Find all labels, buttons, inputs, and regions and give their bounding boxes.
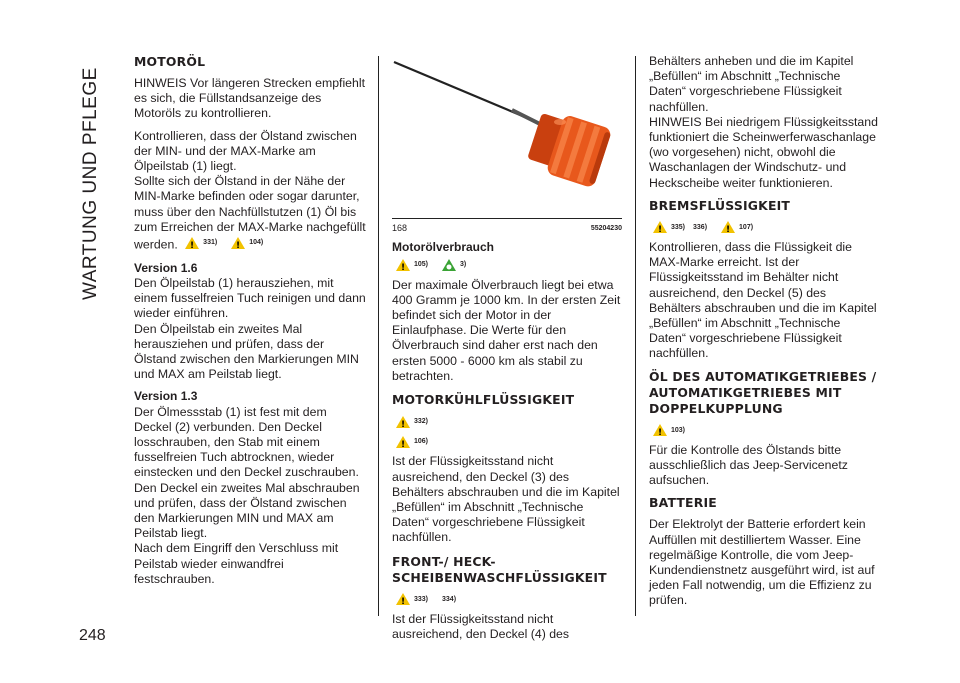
paragraph: Ist der Flüssigkeitsstand nicht ausreichend, den Deckel (4) des	[392, 611, 570, 642]
warning-refs	[396, 257, 622, 272]
paragraph: Ist der Flüssigkeitsstand nicht ausreichend, den Deckel (3) des Behälters abschrauben und die im Kapitel „Befüllen“ im Abschnitt „Technische Daten“ vorgeschriebene Flüssigkeit nachfüllen.	[392, 454, 620, 545]
column-middle	[392, 56, 622, 649]
svg-text:!: !	[400, 263, 406, 271]
paragraph: HINWEIS Bei niedrigem Flüssigkeitsstand funktioniert die Scheinwerferwaschanlage (wo vorgesehen) nicht, obwohl die Waschanlagen der Windschutz- und Heckscheibe weiter funktionieren.	[649, 114, 878, 190]
figure-caption	[392, 218, 622, 236]
figure-number: 168	[392, 223, 408, 233]
paragraph: Den Ölpeilstab ein zweites Mal herausziehen und prüfen, dass der Ölstand zwischen den Markierungen MIN und MAX am Peilstab liegt.	[134, 321, 359, 382]
heading-washer-fluid: FRONT-/ HECK-SCHEIBENWASCHFLÜSSIGKEIT	[392, 553, 607, 585]
svg-text:!: !	[190, 240, 195, 249]
paragraph	[134, 174, 366, 253]
caution-triangle-icon	[231, 237, 245, 249]
svg-text:!: !	[400, 597, 406, 606]
paragraph: Der Ölmessstab (1) ist fest mit dem Deckel (2) verbunden. Den Deckel losschrauben, den Stab mit einem fusselfreien Tuch abtrocknen, wieder einstecken und den Deckel zuschrauben.	[134, 404, 359, 480]
oil-dipstick-figure	[392, 58, 622, 218]
warning-refs	[396, 434, 622, 449]
svg-text:!: !	[657, 225, 663, 234]
heading-motoroel: MOTORÖL	[134, 54, 206, 69]
warning-refs	[653, 220, 879, 235]
paragraph: Den Ölpeilstab (1) herausziehen, mit einem fusselfreien Tuch reinigen und dann wieder einführen.	[134, 276, 366, 321]
warning-triangle-icon	[396, 593, 410, 605]
caution-triangle-icon	[721, 221, 735, 233]
figure-code: 55204230	[590, 225, 622, 232]
paragraph: Behälters anheben und die im Kapitel „Befüllen“ im Abschnitt „Technische Daten“ vorgeschriebene Flüssigkeit nachfüllen.	[649, 54, 854, 114]
subheading-consumption: Motorölverbrauch	[392, 240, 495, 255]
subheading-version-16: Version 1.6	[134, 260, 198, 275]
paragraph: Der maximale Ölverbrauch liegt bei etwa 400 Gramm je 1000 km. In der ersten Zeit befindet sich der Motor in der Einlaufphase. Die Werte für den Ölverbrauch sind daher erst nach den ersten 5000 - 6000 km als stabil zu betrachten.	[392, 277, 621, 383]
heading-brake-fluid: BREMSFLÜSSIGKEIT	[649, 197, 791, 213]
page-number: 248	[79, 627, 106, 644]
paragraph-text: Sollte sich der Ölstand in der Nähe der MIN-Marke befinden oder sogar darunter, muss über den Nachfüllstutzen (1) Öl bis zum Erreichen der MAX-Marke nachgefüllt werden.	[134, 174, 366, 252]
warning-refs	[185, 235, 273, 250]
column-divider-1	[378, 56, 379, 616]
heading-battery: BATTERIE	[649, 495, 717, 511]
ref-label: 336)	[693, 223, 708, 231]
ref-label: 106)	[414, 438, 429, 446]
ref-label: 333)	[414, 595, 429, 603]
paragraph: Für die Kontrolle des Ölstands bitte ausschließlich das Jeep-Servicenetz aufsuchen.	[649, 442, 848, 488]
warning-triangle-icon	[396, 416, 410, 428]
warning-refs	[396, 592, 622, 607]
caution-triangle-icon	[396, 259, 410, 271]
ref-label: 332)	[414, 418, 429, 426]
svg-text:!: !	[236, 240, 241, 249]
environment-icon	[442, 259, 456, 271]
oil-cap-dipstick-image	[392, 58, 622, 210]
ref-label: 105)	[414, 261, 429, 269]
ref-label: 334)	[442, 595, 457, 603]
warning-triangle-icon	[653, 221, 667, 233]
column-motoroel	[134, 54, 366, 594]
heading-automatic-transmission-oil: ÖL DES AUTOMATIKGETRIEBES / AUTOMATIKGETRIEBES MIT DOPPELKUPPLUNG	[649, 368, 877, 416]
paragraph: Kontrollieren, dass der Ölstand zwischen der MIN- und der MAX-Marke am Ölpeilstab (1) liegt.	[134, 128, 357, 174]
warning-refs	[396, 414, 622, 429]
paragraph: Kontrollieren, dass die Flüssigkeit die MAX-Marke erreicht. Ist der Flüssigkeitsstand im Behälter nicht ausreichend, den Deckel (5) des Behälters abschrauben und die im Kapitel „Befüllen“ im Abschnitt „Technische Daten“ vorgeschriebene Flüssigkeit nachfüllen.	[649, 240, 877, 361]
warning-triangle-icon	[185, 237, 199, 249]
ref-label: 331)	[203, 239, 218, 247]
column-right	[649, 54, 879, 616]
svg-text:!: !	[725, 225, 731, 234]
paragraph: HINWEIS Vor längeren Strecken empfiehlt es sich, die Füllstandsanzeige des Motoröls zu kontrollieren.	[134, 76, 366, 121]
heading-coolant: MOTORKÜHLFLÜSSIGKEIT	[392, 392, 575, 408]
caution-triangle-icon	[396, 436, 410, 448]
paragraph: Der Elektrolyt der Batterie erfordert kein Auffüllen mit destilliertem Wasser. Eine regelmäßige Kontrolle, die vom Jeep-Kundendienstnetz ausgeführt wird, ist auf jeden Fall notwendig, um die Effizienz zu prüfen.	[649, 517, 875, 608]
ref-label: 104)	[249, 239, 264, 247]
caution-triangle-icon	[653, 424, 667, 436]
ref-label: 103)	[671, 426, 686, 434]
ref-label: 335)	[671, 223, 686, 231]
section-side-title: WARTUNG UND PFLEGE	[80, 67, 101, 300]
ref-label: 3)	[460, 261, 467, 269]
svg-text:!: !	[400, 439, 406, 448]
subheading-version-13: Version 1.3	[134, 389, 198, 404]
ref-label: 107)	[739, 223, 754, 231]
svg-text:!: !	[400, 419, 406, 428]
column-divider-2	[635, 56, 636, 616]
warning-refs	[653, 423, 879, 438]
paragraph: Den Deckel ein zweites Mal abschrauben und prüfen, dass der Ölstand zwischen den Markierungen MIN und MAX am Peilstab liegt.	[134, 480, 360, 541]
paragraph: Nach dem Eingriff den Verschluss mit Peilstab wieder einwandfrei festschrauben.	[134, 541, 339, 586]
svg-text:!: !	[657, 428, 663, 437]
